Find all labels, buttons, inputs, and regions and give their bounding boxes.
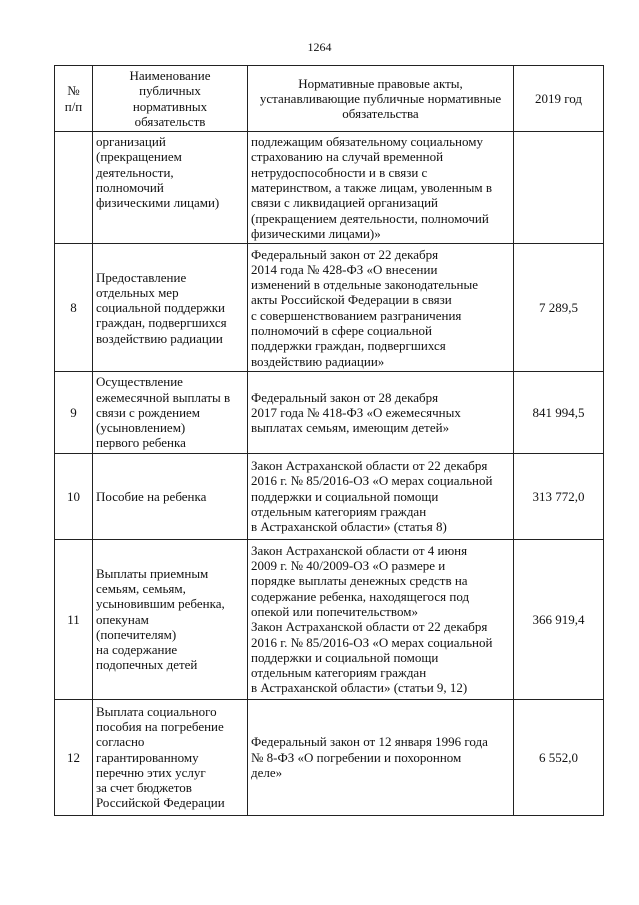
row-acts: подлежащим обязательному социальному страхованию на случай временной нетрудоспособности и в связи с материнством, а также лицам, уволенным в связи с ликвидацией организаций (прекращением деятельности, полномочий физическими лицами)» [248,132,514,244]
row-num: 12 [55,699,93,815]
row-name: Выплата социального пособия на погребение согласно гарантированному перечню этих услуг за счет бюджетов Российской Федерации [93,699,248,815]
header-name: Наименование публичных нормативных обязательств [93,66,248,132]
table-row [55,699,604,815]
row-acts: Закон Астраханской области от 22 декабря 2016 г. № 85/2016-ОЗ «О мерах социальной поддержки и социальной помощи отдельным категориям граждан в Астраханской области» (статья 8) [248,453,514,539]
row-num [55,132,93,244]
row-acts: Федеральный закон от 28 декабря 2017 года № 418-ФЗ «О ежемесячных выплатах семьям, имеющим детей» [248,372,514,453]
table-row [55,132,604,244]
row-value: 6 552,0 [514,699,604,815]
row-num: 9 [55,372,93,453]
table-row [55,539,604,699]
table-row [55,453,604,539]
obligations-table [54,65,604,816]
row-value: 366 919,4 [514,539,604,699]
row-value: 313 772,0 [514,453,604,539]
header-acts: Нормативные правовые акты, устанавливающие публичные нормативные обязательства [248,66,514,132]
row-num: 10 [55,453,93,539]
row-acts: Закон Астраханской области от 4 июня 2009 г. № 40/2009-ОЗ «О размере и порядке выплаты денежных средств на содержание ребенка, находящегося под опекой или попечительством» Закон Астраханской области от 22 декабря 2016 г. № 85/2016-ОЗ «О мерах социальной поддержки и социальной помощи отдельным категориям граждан в Астраханской области» (статьи 9, 12) [248,539,514,699]
header-num: № п/п [55,66,93,132]
row-value [514,132,604,244]
row-name: Пособие на ребенка [93,453,248,539]
row-name: организаций (прекращением деятельности, полномочий физическими лицами) [93,132,248,244]
header-year: 2019 год [514,66,604,132]
row-name: Предоставление отдельных мер социальной поддержки граждан, подвергшихся воздействию радиации [93,244,248,372]
row-num: 8 [55,244,93,372]
table-header-row [55,66,604,132]
table-row [55,244,604,372]
row-acts: Федеральный закон от 22 декабря 2014 года № 428-ФЗ «О внесении изменений в отдельные законодательные акты Российской Федерации в связи с совершенствованием разграничения полномочий в сфере социальной поддержки граждан, подвергшихся воздействию радиации» [248,244,514,372]
row-value: 7 289,5 [514,244,604,372]
row-acts: Федеральный закон от 12 января 1996 года № 8-ФЗ «О погребении и похоронном деле» [248,699,514,815]
row-name: Выплаты приемным семьям, семьям, усыновившим ребенка, опекунам (попечителям) на содержание подопечных детей [93,539,248,699]
row-num: 11 [55,539,93,699]
page-number: 1264 [307,40,332,54]
row-name: Осуществление ежемесячной выплаты в связи с рождением (усыновлением) первого ребенка [93,372,248,453]
row-value: 841 994,5 [514,372,604,453]
table-row [55,372,604,453]
